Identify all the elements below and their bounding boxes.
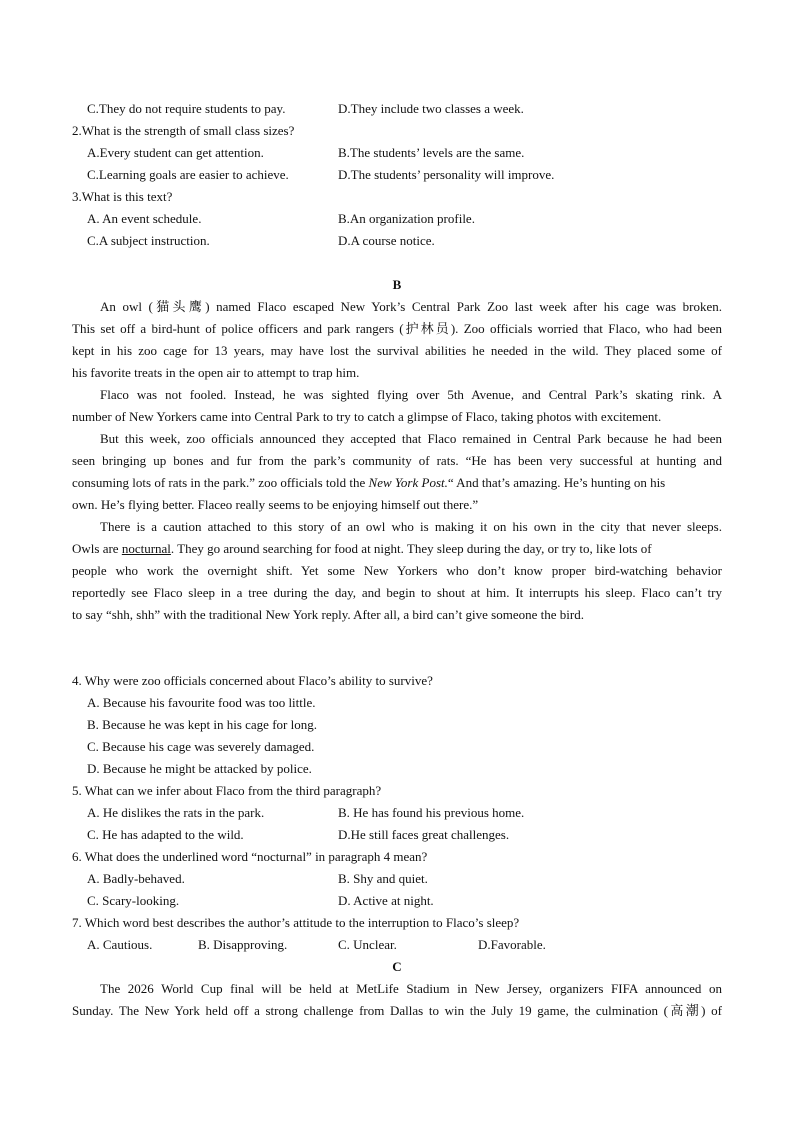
q2-option-d: D.The students’ personality will improve. xyxy=(338,167,555,182)
passage-b-p1-line-3: kept in his zoo cage for 13 years, may have lost the survival abilities he needed in the wild. They placed some of xyxy=(72,343,722,358)
q4-option-a: A. Because his favourite food was too little. xyxy=(87,695,316,710)
q5-option-c: C. He has adapted to the wild. xyxy=(87,827,244,842)
passage-b-p4-line-2 xyxy=(72,541,652,557)
passage-b-p1-line-2: This set off a bird-hunt of police officers and park rangers (护林员). Zoo officials worried that Flaco, who had been xyxy=(72,321,722,336)
q3-stem: 3.What is this text? xyxy=(72,189,173,204)
passage-b-p4-line-4: reportedly see Flaco sleep in a tree during the day, and begin to shout at him. It interrupts his sleep. Flaco can’t try xyxy=(72,585,722,600)
passage-b-p4-line-3: people who work the overnight shift. Yet some New Yorkers who don’t know proper bird-watching behavior xyxy=(72,563,722,578)
q2-option-b: B.The students’ levels are the same. xyxy=(338,145,525,160)
underlined-word-nocturnal: nocturnal xyxy=(121,541,171,556)
passage-b-p4-line-2-tail: . They go around searching for food at night. They sleep during the day, or try to, like lots of xyxy=(170,541,652,556)
passage-b-p3-line-3-tail: “ And that’s amazing. He’s hunting on his xyxy=(447,475,666,490)
q6-stem: 6. What does the underlined word “nocturnal” in paragraph 4 mean? xyxy=(72,849,428,864)
q2-option-a: A.Every student can get attention. xyxy=(87,145,264,160)
q2-stem: 2.What is the strength of small class sizes? xyxy=(72,123,295,138)
q4-option-b: B. Because he was kept in his cage for long. xyxy=(87,717,317,732)
q7-option-c: C. Unclear. xyxy=(338,937,397,952)
q5-option-b: B. He has found his previous home. xyxy=(338,805,525,820)
passage-b-p4-line-5: to say “shh, shh” with the traditional New York reply. After all, a bird can’t give someone the bird. xyxy=(72,607,584,622)
q6-option-d: D. Active at night. xyxy=(338,893,434,908)
q7-option-b: B. Disapproving. xyxy=(198,937,288,952)
q4-stem: 4. Why were zoo officials concerned about Flaco’s ability to survive? xyxy=(72,673,433,688)
passage-b-p3-line-1: But this week, zoo officials announced they accepted that Flaco remained in Central Park because he had been xyxy=(100,431,722,446)
passage-b-p4-line-2-text: Owls are xyxy=(72,541,119,556)
newspaper-title: New York Post. xyxy=(368,475,448,490)
q2-option-c: C.Learning goals are easier to achieve. xyxy=(87,167,289,182)
q7-stem: 7. Which word best describes the author’s attitude to the interruption to Flaco’s sleep? xyxy=(72,915,520,930)
passage-b-p2-line-2: number of New Yorkers came into Central Park to try to catch a glimpse of Flaco, taking photos with excitement. xyxy=(72,409,662,424)
passage-b-p1-line-4: his favorite treats in the open air to attempt to trap him. xyxy=(72,365,360,380)
q5-option-a: A. He dislikes the rats in the park. xyxy=(87,805,265,820)
q1-option-c: C.They do not require students to pay. xyxy=(87,101,286,116)
passage-b-p3-line-2: seen bringing up bones and fur from the park’s community of rats. “He has been very successful at hunting and xyxy=(72,453,722,468)
passage-b-p2-line-1: Flaco was not fooled. Instead, he was sighted flying over 5th Avenue, and Central Park’s skating rink. A xyxy=(100,387,722,402)
q7-option-d: D.Favorable. xyxy=(478,937,546,952)
passage-b-p1-line-1: An owl (猫头鹰) named Flaco escaped New York’s Central Park Zoo last week after his cage was broken. xyxy=(100,299,722,314)
passage-b-p3-line-3-text: consuming lots of rats in the park.” zoo officials told the xyxy=(72,475,366,490)
passage-c-line-2: Sunday. The New York held off a strong challenge from Dallas to win the July 19 game, the culmination (高潮) of xyxy=(72,1003,722,1018)
q1-option-d: D.They include two classes a week. xyxy=(338,101,524,116)
q4-option-c: C. Because his cage was severely damaged. xyxy=(87,739,315,754)
q3-option-a: A. An event schedule. xyxy=(87,211,202,226)
q3-option-b: B.An organization profile. xyxy=(338,211,475,226)
q6-option-c: C. Scary-looking. xyxy=(87,893,180,908)
q6-option-b: B. Shy and quiet. xyxy=(338,871,428,886)
q3-option-c: C.A subject instruction. xyxy=(87,233,210,248)
q6-option-a: A. Badly-behaved. xyxy=(87,871,185,886)
q5-option-d: D.He still faces great challenges. xyxy=(338,827,510,842)
q4-option-d: D. Because he might be attacked by police. xyxy=(87,761,312,776)
q7-option-a: A. Cautious. xyxy=(87,937,153,952)
section-c-heading: C xyxy=(392,959,402,974)
q3-option-d: D.A course notice. xyxy=(338,233,435,248)
passage-b-p3-line-3 xyxy=(72,475,665,491)
section-b-heading: B xyxy=(392,277,402,292)
passage-c-line-1: The 2026 World Cup final will be held at MetLife Stadium in New Jersey, organizers FIFA announced on xyxy=(100,981,722,996)
passage-b-p4-line-1: There is a caution attached to this story of an owl who is making it on his own in the city that never sleeps. xyxy=(100,519,722,534)
q5-stem: 5. What can we infer about Flaco from the third paragraph? xyxy=(72,783,382,798)
passage-b-p3-line-4: own. He’s flying better. Flaceo really seems to be enjoying himself out there.” xyxy=(72,497,479,512)
